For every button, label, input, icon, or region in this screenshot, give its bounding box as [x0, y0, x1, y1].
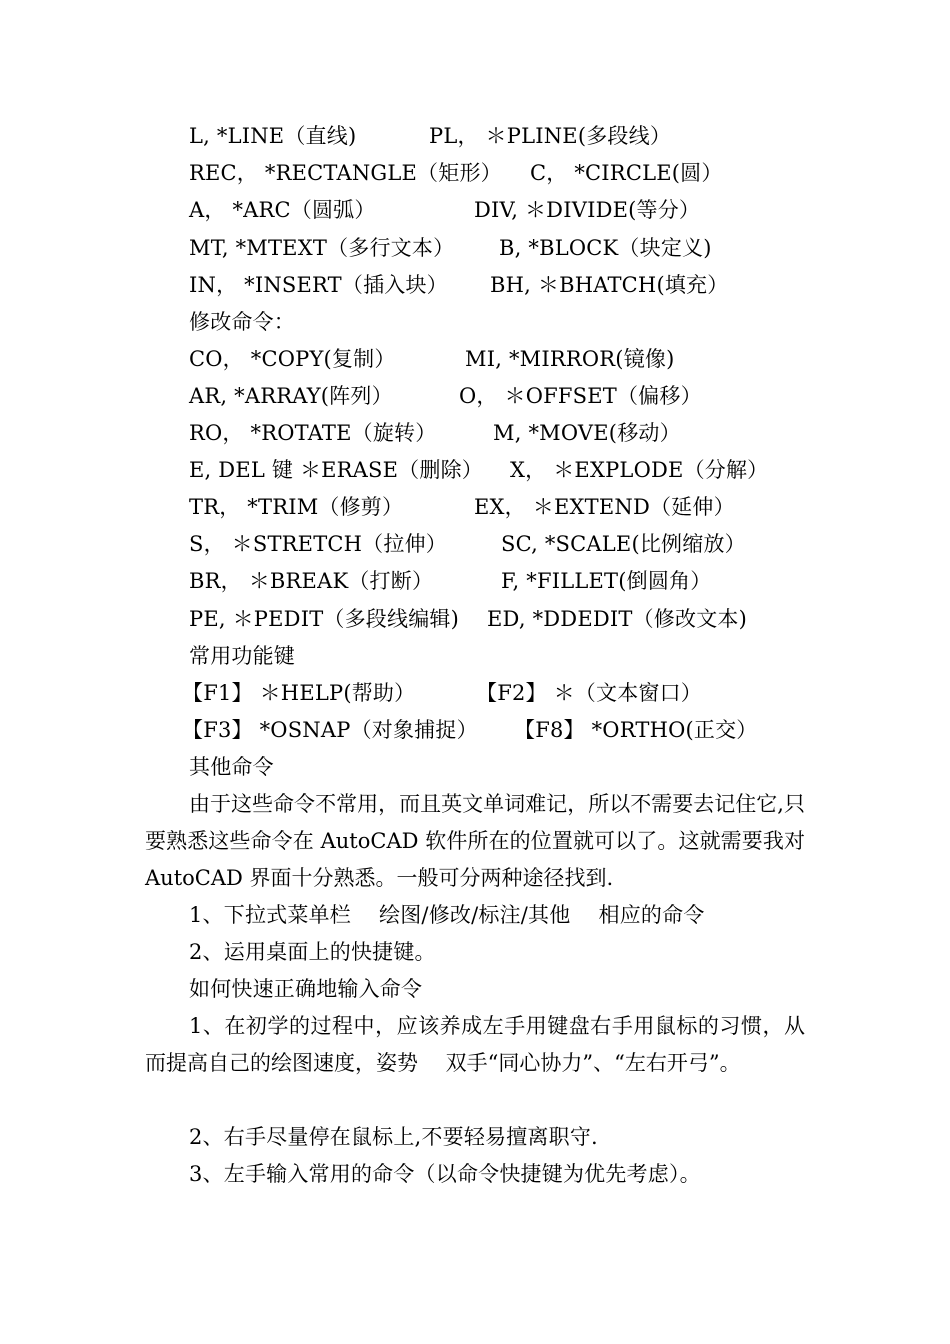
command-left: TR， *TRIM（修剪）: [189, 495, 404, 519]
paragraph-other-commands: 由于这些命令不常用，而且英文单词难记，所以不需要去记住它,只要熟悉这些命令在 AutoCAD 软件所在的位置就可以了。这就需要我对 AutoCAD 界面十分熟悉。一般可分两种途径找到.: [145, 792, 805, 890]
command-right: X， ＊EXPLODE（分解）: [510, 458, 769, 482]
command-right: F, *FILLET(倒圆角）: [501, 569, 712, 593]
command-right: C， *CIRCLE(圆）: [530, 161, 723, 185]
way-item-2: 2、运用桌面上的快捷键。: [189, 940, 436, 964]
paragraph-input-tip-1: 1、在初学的过程中，应该养成左手用键盘右手用鼠标的习惯，从而提高自己的绘图速度，姿势 双手“同心协力”、“左右开弓”。: [145, 1014, 805, 1075]
command-left: REC， *RECTANGLE（矩形）: [189, 161, 502, 185]
command-left: L, *LINE（直线): [189, 124, 357, 148]
command-right: O， ＊OFFSET（偏移）: [459, 384, 702, 408]
command-right: B, *BLOCK（块定义): [499, 236, 712, 260]
command-right: DIV, ＊DIVIDE(等分）: [474, 198, 701, 222]
way-item-1: 1、下拉式菜单栏 绘图/修改/标注/其他 相应的命令: [189, 903, 705, 927]
command-right: BH, ＊BHATCH(填充）: [490, 273, 729, 297]
function-key-left: 【F1】 ＊HELP(帮助）: [182, 681, 416, 705]
command-left: IN， *INSERT（插入块）: [189, 273, 448, 297]
command-left: MT, *MTEXT（多行文本）: [189, 236, 455, 260]
input-tip-2: 2、右手尽量停在鼠标上,不要轻易擅离职守.: [189, 1125, 598, 1149]
function-key-right: 【F8】 *ORTHO(正交）: [514, 718, 758, 742]
command-left: S， ＊STRETCH（拉伸）: [189, 532, 447, 556]
command-right: ED, *DDEDIT（修改文本): [487, 607, 748, 631]
function-key-right: 【F2】 ＊（文本窗口）: [476, 681, 703, 705]
command-right: PL， ＊PLINE(多段线）: [429, 124, 672, 148]
command-left: A， *ARC（圆弧）: [189, 198, 376, 222]
section-heading-input: 如何快速正确地输入命令: [189, 977, 423, 1001]
command-left: RO， *ROTATE（旋转）: [189, 421, 437, 445]
command-left: CO， *COPY(复制）: [189, 347, 396, 371]
command-left: PE, ＊PEDIT（多段线编辑): [189, 607, 460, 631]
section-heading-other: 其他命令: [189, 755, 274, 779]
command-left: AR, *ARRAY(阵列）: [189, 384, 393, 408]
command-right: EX， ＊EXTEND（延伸）: [474, 495, 735, 519]
section-heading-keys: 常用功能键: [189, 644, 295, 668]
section-heading-modify: 修改命令：: [189, 310, 295, 334]
command-right: MI, *MIRROR(镜像): [465, 347, 675, 371]
function-key-left: 【F3】 *OSNAP（对象捕捉）: [182, 718, 478, 742]
command-left: BR， ＊BREAK（打断）: [189, 569, 434, 593]
command-right: SC, *SCALE(比例缩放）: [501, 532, 746, 556]
input-tip-3: 3、左手输入常用的命令（以命令快捷键为优先考虑）。: [189, 1162, 701, 1186]
command-left: E, DEL 键 ＊ERASE（删除）: [189, 458, 483, 482]
command-right: M, *MOVE(移动）: [493, 421, 681, 445]
